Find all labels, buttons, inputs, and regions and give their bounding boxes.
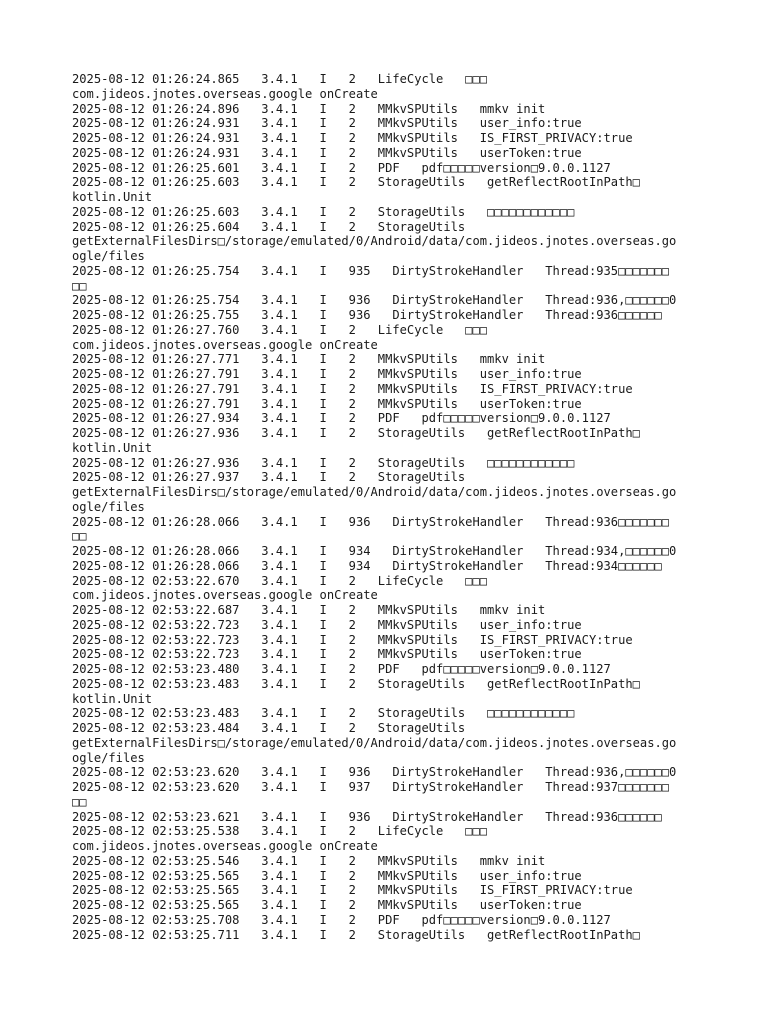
log-line: 2025-08-12 01:26:27.771 3.4.1 I 2 MMkvSPUtils mmkv init: [72, 352, 546, 367]
log-line: 2025-08-12 01:26:27.936 3.4.1 I 2 StorageUtils □□□□□□□□□□□□: [72, 455, 575, 470]
log-line: □□: [72, 794, 87, 809]
log-line: kotlin.Unit: [72, 440, 153, 455]
log-line: com.jideos.jnotes.overseas.google onCreate: [72, 86, 378, 101]
log-line: 2025-08-12 02:53:23.620 3.4.1 I 936 DirtyStrokeHandler Thread:936,□□□□□□0: [72, 765, 677, 780]
log-line: ogle/files: [72, 499, 145, 514]
log-line: 2025-08-12 01:26:27.760 3.4.1 I 2 LifeCycle □□□: [72, 322, 488, 337]
log-line: 2025-08-12 02:53:22.723 3.4.1 I 2 MMkvSPUtils user_info:true: [72, 617, 582, 632]
log-line: 2025-08-12 02:53:23.621 3.4.1 I 936 DirtyStrokeHandler Thread:936□□□□□□: [72, 809, 662, 824]
log-line: 2025-08-12 01:26:24.865 3.4.1 I 2 LifeCycle □□□: [72, 72, 488, 86]
log-line: com.jideos.jnotes.overseas.google onCreate: [72, 337, 378, 352]
log-line: 2025-08-12 02:53:25.565 3.4.1 I 2 MMkvSPUtils IS_FIRST_PRIVACY:true: [72, 883, 633, 898]
log-line: 2025-08-12 02:53:22.670 3.4.1 I 2 LifeCycle □□□: [72, 573, 488, 588]
log-line: 2025-08-12 01:26:28.066 3.4.1 I 936 DirtyStrokeHandler Thread:936□□□□□□□: [72, 514, 670, 529]
log-line: 2025-08-12 01:26:25.755 3.4.1 I 936 DirtyStrokeHandler Thread:936□□□□□□: [72, 308, 662, 322]
log-line: 2025-08-12 02:53:23.620 3.4.1 I 937 DirtyStrokeHandler Thread:937□□□□□□□: [72, 780, 670, 794]
log-line: 2025-08-12 01:26:25.603 3.4.1 I 2 StorageUtils getReflectRootInPath□: [72, 175, 640, 190]
log-line: 2025-08-12 02:53:25.565 3.4.1 I 2 MMkvSPUtils user_info:true: [72, 868, 582, 883]
log-line: 2025-08-12 02:53:22.723 3.4.1 I 2 MMkvSPUtils IS_FIRST_PRIVACY:true: [72, 632, 633, 647]
log-line: 2025-08-12 02:53:23.480 3.4.1 I 2 PDF pdf□□□□□version□9.0.0.1127: [72, 662, 611, 676]
log-line: 2025-08-12 02:53:22.723 3.4.1 I 2 MMkvSPUtils userToken:true: [72, 647, 582, 662]
log-line: kotlin.Unit: [72, 691, 153, 706]
log-line: 2025-08-12 02:53:23.484 3.4.1 I 2 StorageUtils: [72, 721, 466, 735]
log-line: □□: [72, 529, 87, 544]
log-line: 2025-08-12 01:26:27.791 3.4.1 I 2 MMkvSPUtils IS_FIRST_PRIVACY:true: [72, 381, 633, 396]
log-line: ogle/files: [72, 750, 145, 765]
log-line: kotlin.Unit: [72, 190, 153, 204]
log-line: 2025-08-12 01:26:27.934 3.4.1 I 2 PDF pdf□□□□□version□9.0.0.1127: [72, 411, 611, 426]
log-line: □□: [72, 278, 87, 293]
log-line: 2025-08-12 01:26:24.931 3.4.1 I 2 MMkvSPUtils IS_FIRST_PRIVACY:true: [72, 131, 633, 145]
log-line: 2025-08-12 01:26:27.791 3.4.1 I 2 MMkvSPUtils userToken:true: [72, 396, 582, 411]
log-line: 2025-08-12 01:26:28.066 3.4.1 I 934 DirtyStrokeHandler Thread:934□□□□□□: [72, 558, 662, 573]
log-line: 2025-08-12 01:26:25.604 3.4.1 I 2 StorageUtils: [72, 219, 466, 234]
log-line: 2025-08-12 01:26:25.601 3.4.1 I 2 PDF pdf□□□□□version□9.0.0.1127: [72, 160, 611, 175]
log-line: 2025-08-12 02:53:22.687 3.4.1 I 2 MMkvSPUtils mmkv init: [72, 603, 546, 617]
log-line: 2025-08-12 01:26:24.931 3.4.1 I 2 MMkvSPUtils userToken:true: [72, 145, 582, 160]
log-line: 2025-08-12 02:53:25.708 3.4.1 I 2 PDF pdf□□□□□version□9.0.0.1127: [72, 912, 611, 927]
log-line: 2025-08-12 02:53:23.483 3.4.1 I 2 StorageUtils getReflectRootInPath□: [72, 676, 640, 691]
log-line: 2025-08-12 01:26:27.936 3.4.1 I 2 StorageUtils getReflectRootInPath□: [72, 426, 640, 440]
log-line: getExternalFilesDirs□/storage/emulated/0/Android/data/com.jideos.jnotes.overseas.go: [72, 735, 677, 750]
log-line: 2025-08-12 02:53:23.483 3.4.1 I 2 StorageUtils □□□□□□□□□□□□: [72, 706, 575, 721]
log-line: 2025-08-12 01:26:25.754 3.4.1 I 936 DirtyStrokeHandler Thread:936,□□□□□□0: [72, 293, 677, 308]
log-line: 2025-08-12 01:26:25.603 3.4.1 I 2 StorageUtils □□□□□□□□□□□□: [72, 204, 575, 219]
log-document: [72, 72, 696, 942]
log-line: 2025-08-12 01:26:27.791 3.4.1 I 2 MMkvSPUtils user_info:true: [72, 367, 582, 381]
log-line: 2025-08-12 02:53:25.546 3.4.1 I 2 MMkvSPUtils mmkv init: [72, 853, 546, 868]
log-line: com.jideos.jnotes.overseas.google onCreate: [72, 839, 378, 853]
log-line: 2025-08-12 01:26:25.754 3.4.1 I 935 DirtyStrokeHandler Thread:935□□□□□□□: [72, 263, 670, 278]
log-line: ogle/files: [72, 249, 145, 263]
log-line: 2025-08-12 02:53:25.565 3.4.1 I 2 MMkvSPUtils userToken:true: [72, 898, 582, 912]
log-line: com.jideos.jnotes.overseas.google onCreate: [72, 588, 378, 603]
log-line: getExternalFilesDirs□/storage/emulated/0/Android/data/com.jideos.jnotes.overseas.go: [72, 485, 677, 499]
log-line: 2025-08-12 02:53:25.538 3.4.1 I 2 LifeCycle □□□: [72, 824, 488, 839]
log-line: 2025-08-12 01:26:24.896 3.4.1 I 2 MMkvSPUtils mmkv init: [72, 101, 546, 116]
log-line: getExternalFilesDirs□/storage/emulated/0/Android/data/com.jideos.jnotes.overseas.go: [72, 234, 677, 249]
log-line: 2025-08-12 01:26:28.066 3.4.1 I 934 DirtyStrokeHandler Thread:934,□□□□□□0: [72, 544, 677, 558]
log-line: 2025-08-12 01:26:24.931 3.4.1 I 2 MMkvSPUtils user_info:true: [72, 116, 582, 131]
log-line: 2025-08-12 01:26:27.937 3.4.1 I 2 StorageUtils: [72, 470, 466, 485]
log-line: 2025-08-12 02:53:25.711 3.4.1 I 2 StorageUtils getReflectRootInPath□: [72, 927, 640, 942]
